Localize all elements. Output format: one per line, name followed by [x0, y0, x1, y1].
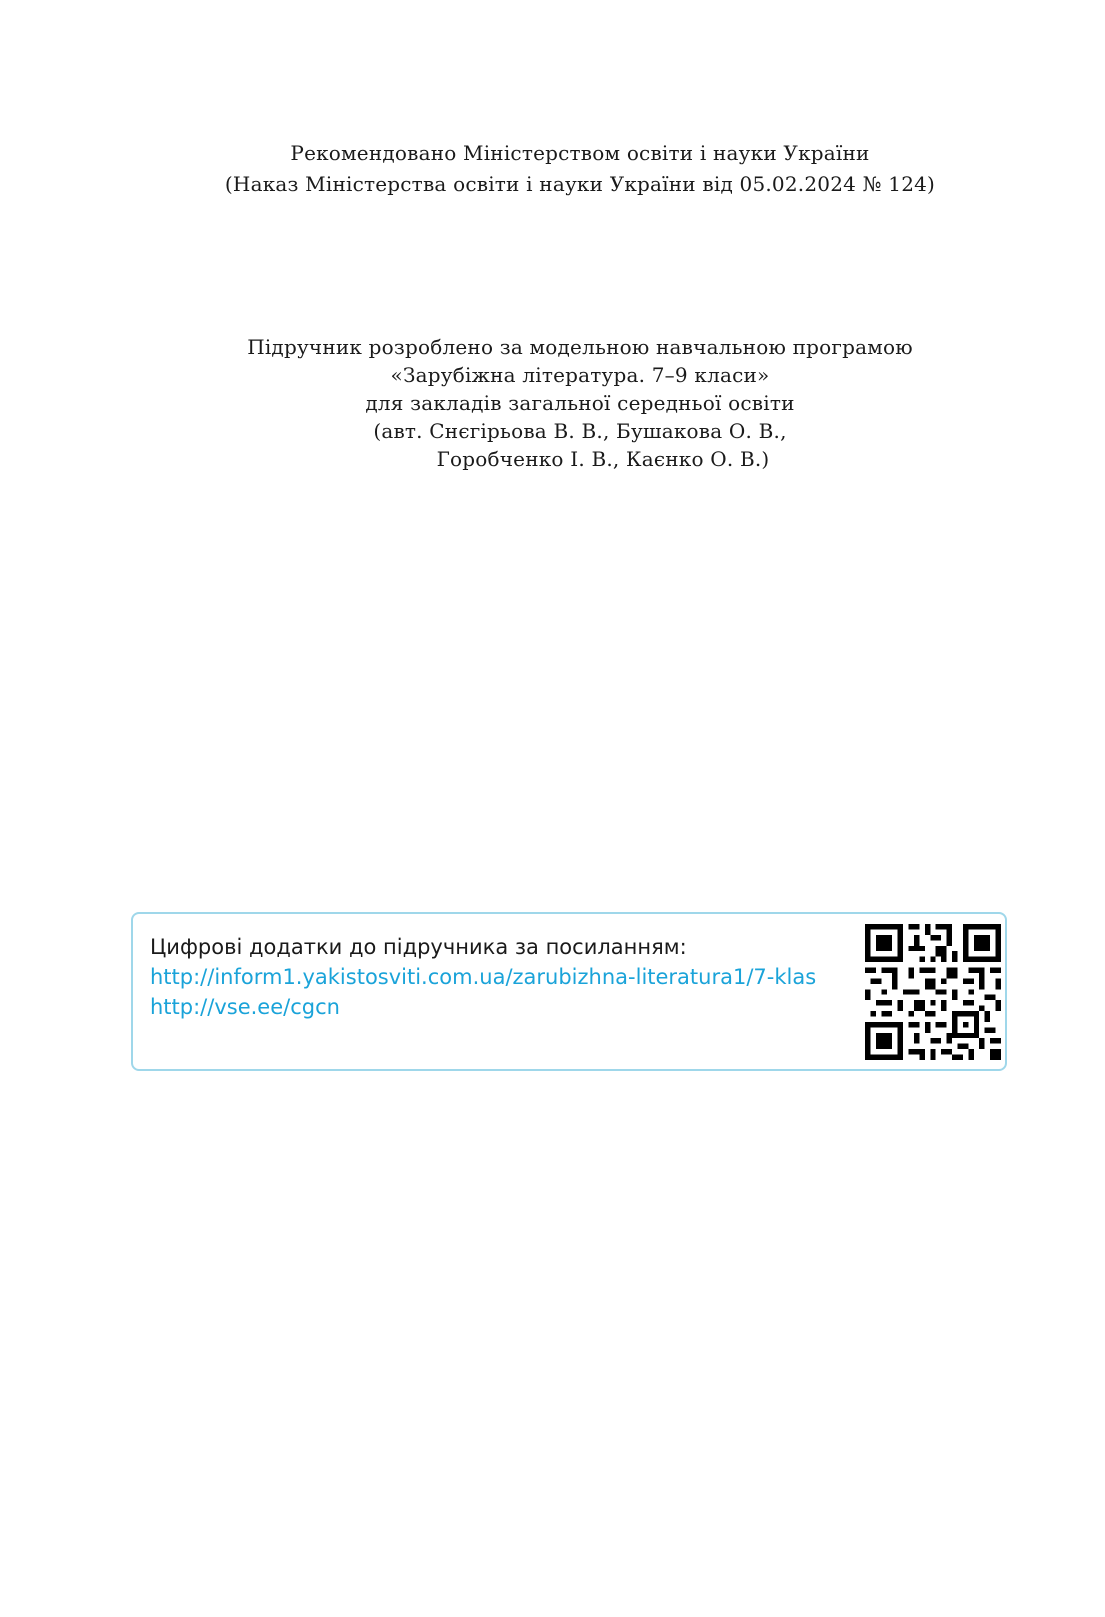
program-audience-line: для закладів загальної середньої освіти: [365, 391, 795, 415]
program-title-line: «Зарубіжна література. 7–9 класи»: [390, 363, 770, 387]
recommendation-line: Рекомендовано Міністерством освіти і науки України: [290, 141, 870, 165]
program-block: [0, 333, 1105, 473]
digital-supplements-text: [150, 932, 816, 1022]
program-line: Підручник розроблено за модельною навчальною програмою: [247, 335, 913, 359]
order-reference-line: (Наказ Міністерства освіти і науки України від 05.02.2024 № 124): [224, 172, 936, 196]
digital-supplements-caption: Цифрові додатки до підручника за посиланням:: [150, 935, 687, 959]
qr-code-icon: [865, 924, 1001, 1060]
digital-supplements-box: [131, 912, 1007, 1071]
program-authors-line-2: Горобченко І. В., Каєнко О. В.): [436, 447, 770, 471]
digital-supplements-link-1[interactable]: http://inform1.yakistosviti.com.ua/zarubizhna-literatura1/7-klas: [150, 965, 817, 989]
program-authors-line-1: (авт. Снєгірьова В. В., Бушакова О. В.,: [373, 419, 787, 443]
recommendation-block: [0, 138, 1105, 200]
digital-supplements-link-2[interactable]: http://vse.ee/cgcn: [150, 995, 340, 1019]
